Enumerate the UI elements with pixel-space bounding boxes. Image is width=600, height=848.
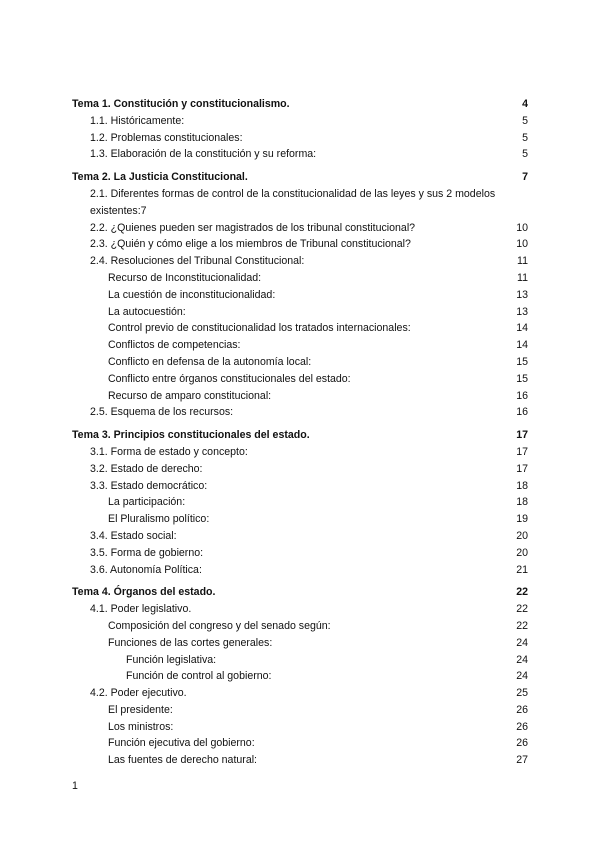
- toc-entry-title: Función legislativa:: [126, 653, 217, 666]
- toc-entry-title: 3.2. Estado de derecho:: [90, 462, 203, 475]
- toc-entry-title: Tema 3. Principios constitucionales del estado.: [72, 429, 310, 442]
- toc-entry-title: 3.6. Autonomía Política:: [90, 563, 202, 576]
- toc-entry[interactable]: [72, 253, 528, 270]
- toc-entry-page: 15: [516, 355, 528, 368]
- toc-entry[interactable]: [72, 130, 528, 147]
- toc-entry[interactable]: [72, 220, 528, 237]
- toc-entry-title: 3.1. Forma de estado y concepto:: [90, 445, 248, 458]
- toc-entry-title: El Pluralismo político:: [108, 513, 210, 526]
- toc-entry-page: 25: [516, 687, 528, 700]
- toc-entry[interactable]: [72, 461, 528, 478]
- toc-entry-title: 1.3. Elaboración de la constitución y su reforma:: [90, 148, 317, 161]
- toc-entry[interactable]: [72, 404, 528, 421]
- toc-entry-page: 7: [140, 204, 147, 217]
- toc-entry-page: 7: [522, 171, 528, 184]
- toc-entry-title: Composición del congreso y del senado según:: [108, 619, 331, 632]
- toc-entry[interactable]: [72, 354, 528, 371]
- toc-entry[interactable]: [72, 186, 528, 220]
- toc-entry-title: Recurso de amparo constitucional:: [108, 389, 272, 402]
- toc-entry-page: 26: [516, 703, 528, 716]
- toc-entry-title: 4.1. Poder legislativo.: [90, 603, 192, 616]
- toc-entry-title: Función ejecutiva del gobierno:: [108, 737, 255, 750]
- toc-entry-page: 17: [516, 445, 528, 458]
- toc-entry[interactable]: [72, 236, 528, 253]
- toc-entry[interactable]: [72, 635, 528, 652]
- toc-entry[interactable]: [72, 528, 528, 545]
- toc-entry-title: 2.1. Diferentes formas de control de la constitucionalidad de las leyes y sus 2 modelos: [90, 187, 496, 200]
- toc-entry-page: 22: [516, 603, 528, 616]
- toc-entry-page: 18: [516, 479, 528, 492]
- toc-entry[interactable]: [72, 618, 528, 635]
- toc-entry[interactable]: [72, 545, 528, 562]
- toc-entry[interactable]: [72, 668, 528, 685]
- toc-entry-page: 16: [516, 389, 528, 402]
- toc-entry-page: 17: [516, 462, 528, 475]
- toc-entry[interactable]: [72, 371, 528, 388]
- toc-entry-title: Los ministros:: [108, 720, 174, 733]
- toc-entry-page: 4: [522, 98, 528, 110]
- toc-entry-page: 14: [516, 322, 528, 335]
- toc-entry-page: 16: [516, 406, 528, 419]
- toc-entry-title: Control previo de constitucionalidad los tratados internacionales:: [108, 322, 411, 335]
- toc-entry[interactable]: [72, 511, 528, 528]
- toc-entry-page: 11: [517, 271, 528, 284]
- toc-entry-title: 3.4. Estado social:: [90, 529, 177, 542]
- toc-entry-page: 26: [516, 720, 528, 733]
- toc-entry-page: 5: [522, 148, 528, 161]
- toc-entry-title: Conflictos de competencias:: [108, 339, 241, 352]
- toc-entry-page: 17: [516, 429, 528, 442]
- toc-entry-title: Conflicto en defensa de la autonomía local:: [108, 355, 312, 368]
- toc-entry[interactable]: [72, 270, 528, 287]
- toc-entry-title: 2.4. Resoluciones del Tribunal Constitucional:: [90, 255, 305, 268]
- toc-entry-title: La cuestión de inconstitucionalidad:: [108, 288, 276, 301]
- toc-entry-title: 1.1. Históricamente:: [90, 114, 185, 127]
- toc-entry-title-continued: existentes:: [90, 204, 141, 217]
- toc-entry-title: La participación:: [108, 496, 186, 509]
- toc-entry-title: Tema 1. Constitución y constitucionalismo.: [72, 98, 290, 110]
- toc-entry[interactable]: [72, 337, 528, 354]
- toc-entry-title: 3.5. Forma de gobierno:: [90, 546, 204, 559]
- toc-entry-title: El presidente:: [108, 703, 173, 716]
- toc-entry-page: 27: [516, 754, 528, 767]
- toc-chapter-entry[interactable]: [72, 427, 528, 444]
- toc-entry-page: 22: [516, 619, 528, 632]
- toc-entry[interactable]: [72, 320, 528, 337]
- toc-entry[interactable]: [72, 494, 528, 511]
- toc-entry[interactable]: [72, 478, 528, 495]
- toc-entry[interactable]: [72, 601, 528, 618]
- toc-entry[interactable]: [72, 735, 528, 752]
- toc-entry[interactable]: [72, 444, 528, 461]
- toc-entry-page: 10: [516, 238, 528, 251]
- toc-entry-title: Tema 4. Órganos del estado.: [72, 586, 216, 599]
- toc-entry-page: 13: [516, 305, 528, 318]
- page-number: 1: [72, 780, 78, 792]
- toc-entry-page: 5: [522, 114, 528, 127]
- toc-entry-title: 3.3. Estado democrático:: [90, 479, 208, 492]
- toc-entry-page: 18: [516, 496, 528, 509]
- toc-entry-page: 22: [516, 586, 528, 599]
- toc-entry-title: La autocuestión:: [108, 305, 186, 318]
- toc-entry[interactable]: [72, 304, 528, 321]
- toc-entry-title: Tema 2. La Justicia Constitucional.: [72, 171, 248, 184]
- toc-entry-page: 21: [516, 563, 528, 576]
- toc-entry-title: Funciones de las cortes generales:: [108, 636, 273, 649]
- toc-chapter-entry[interactable]: [72, 584, 528, 601]
- toc-entry-page: 20: [516, 529, 528, 542]
- toc-chapter-entry[interactable]: [72, 169, 528, 186]
- toc-entry-page: 10: [516, 221, 528, 234]
- toc-entry-page: 24: [516, 636, 528, 649]
- toc-entry-title: Conflicto entre órganos constitucionales del estado:: [108, 372, 351, 385]
- toc-entry[interactable]: [72, 388, 528, 405]
- toc-entry-title: 2.5. Esquema de los recursos:: [90, 406, 234, 419]
- toc-entry-title: Recurso de Inconstitucionalidad:: [108, 271, 262, 284]
- toc-entry[interactable]: [72, 702, 528, 719]
- toc-entry-page: 24: [516, 670, 528, 683]
- toc-entry-page: 5: [522, 131, 528, 144]
- toc-entry[interactable]: [72, 146, 528, 163]
- toc-entry-page: 19: [516, 513, 528, 526]
- toc-entry-page: 11: [517, 255, 528, 268]
- toc-entry[interactable]: [72, 719, 528, 736]
- toc-entry-title: Las fuentes de derecho natural:: [108, 754, 258, 767]
- toc-entry-page: 24: [516, 653, 528, 666]
- toc-entry[interactable]: [72, 562, 528, 579]
- toc-entry[interactable]: [72, 752, 528, 769]
- toc-entry[interactable]: [72, 113, 528, 130]
- toc-entry-page: 13: [516, 288, 528, 301]
- toc-entry-title: 2.2. ¿Quienes pueden ser magistrados de los tribunal constitucional?: [90, 221, 416, 234]
- toc-entry-page: 20: [516, 546, 528, 559]
- table-of-contents: [72, 96, 528, 769]
- toc-entry[interactable]: [72, 685, 528, 702]
- toc-entry-title: Función de control al gobierno:: [126, 670, 272, 683]
- toc-entry-page: 14: [516, 339, 528, 352]
- toc-entry-title: 2.3. ¿Quién y cómo elige a los miembros de Tribunal constitucional?: [90, 238, 411, 251]
- toc-entry-page: 15: [516, 372, 528, 385]
- toc-entry[interactable]: [72, 287, 528, 304]
- toc-entry-title: 4.2. Poder ejecutivo.: [90, 687, 187, 700]
- toc-entry-page: 26: [516, 737, 528, 750]
- toc-entry-title: 1.2. Problemas constitucionales:: [90, 131, 243, 144]
- toc-entry[interactable]: [72, 652, 528, 669]
- toc-chapter-entry[interactable]: [72, 96, 528, 113]
